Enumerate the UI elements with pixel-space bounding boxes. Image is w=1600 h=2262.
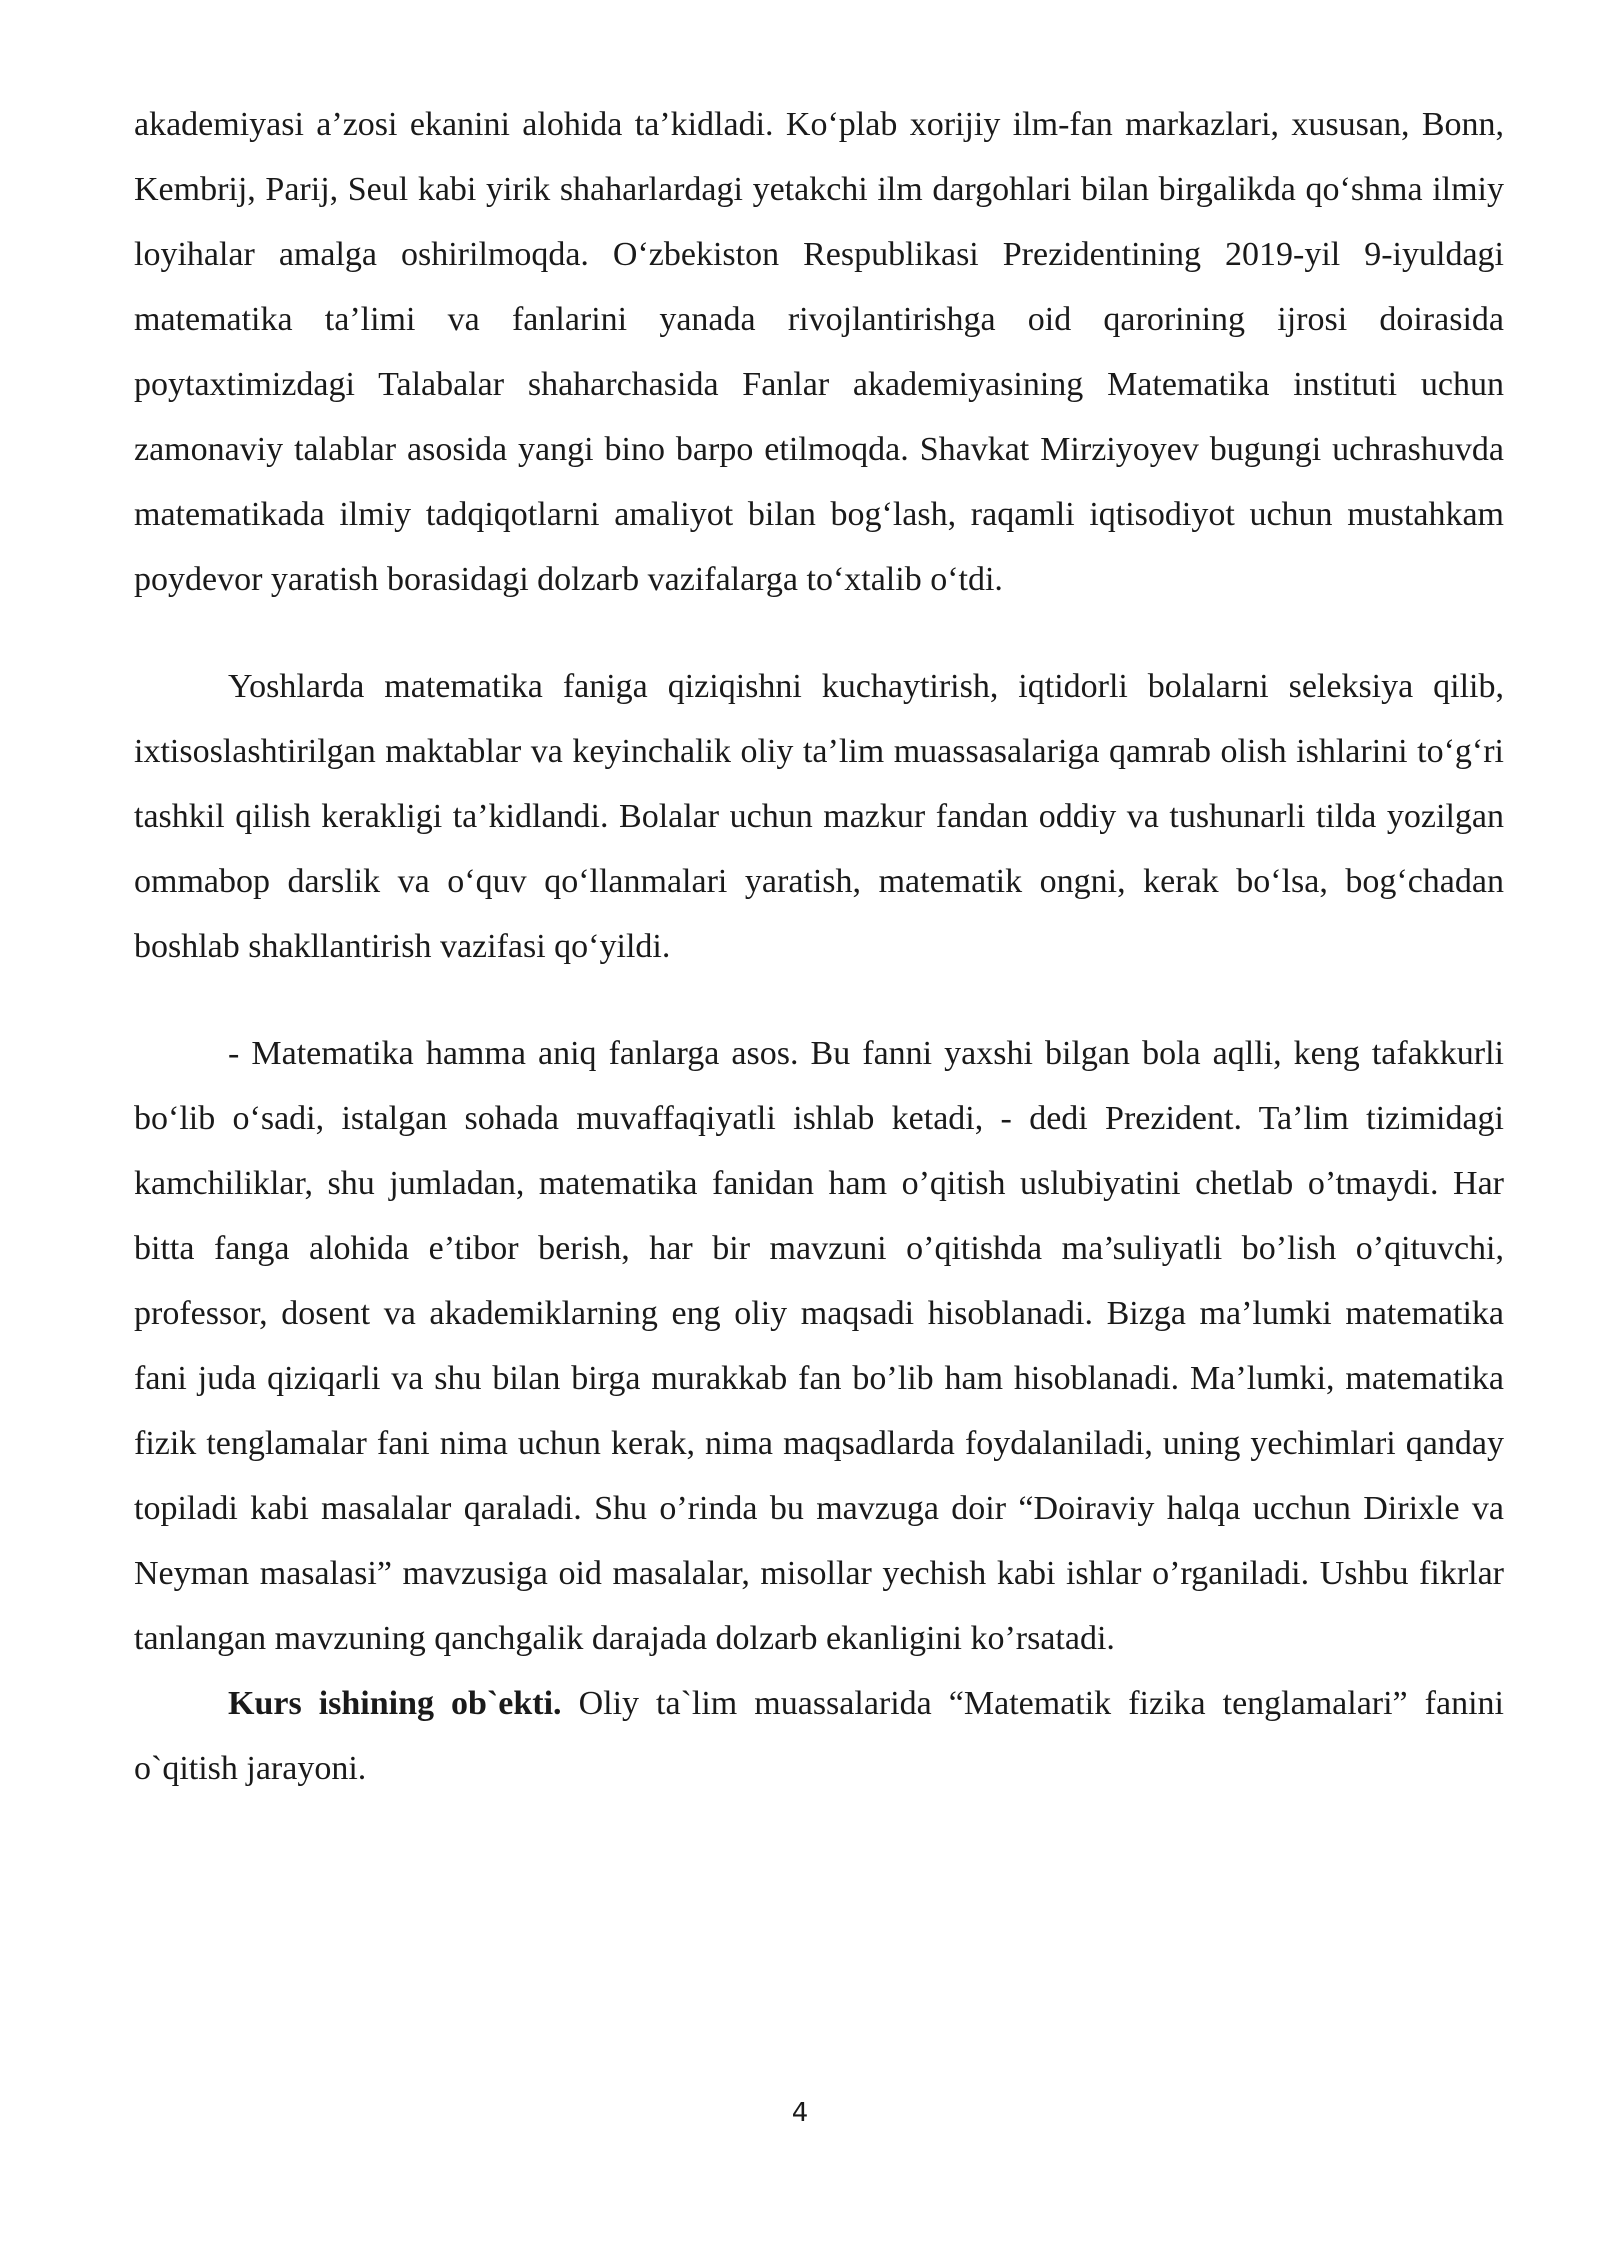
paragraph-1: akademiyasi a’zosi ekanini alohida ta’kidladi. Ko‘plab xorijiy ilm-fan markazlari, xususan, Bonn, Kembrij, Parij, Seul kabi yirik shaharlardagi yetakchi ilm dargohlari bilan birgalikda qo‘shma ilmiy loyihalar amalga oshirilmoqda. O‘zbekiston Respublikasi Prezidentining 2019-yil 9-iyuldagi matematika ta’limi va fanlarini yanada rivojlantirishga oid qarorining ijrosi doirasida poytaxtimizdagi Talabalar shaharchasida Fanlar akademiyasining Matematika instituti uchun zamonaviy talablar asosida yangi bino barpo etilmoqda. Shavkat Mirziyoyev bugungi uchrashuvda matematikada ilmiy tadqiqotlarni amaliyot bilan bog‘lash, raqamli iqtisodiyot uchun mustahkam poydevor yaratish borasidagi dolzarb vazifalarga to‘xtalib o‘tdi.: [134, 106, 1504, 598]
paragraph-3: - Matematika hamma aniq fanlarga asos. Bu fanni yaxshi bilgan bola aqlli, keng tafakkurli bo‘lib o‘sadi, istalgan sohada muvaffaqiyatli ishlab ketadi, - dedi Prezident. Ta’lim tizimidagi kamchiliklar, shu jumladan, matematika fanidan ham o’qitish uslubiyatini chetlab o’tmaydi. Har bitta fanga alohida e’tibor berish, har bir mavzuni o’qitishda ma’suliyatli bo’lish o’qituvchi, professor, dosent va akademiklarning eng oliy maqsadi hisoblanadi. Bizga ma’lumki matematika fani juda qiziqarli va shu bilan birga murakkab fan bo’lib ham hisoblanadi. Ma’lumki, matematika fizik tenglamalar fani nima uchun kerak, nima maqsadlarda foydalaniladi, uning yechimlari qanday topiladi kabi masalalar qaraladi. Shu o’rinda bu mavzuga doir “Doiraviy halqa ucchun Dirixle va Neyman masalasi” mavzusiga oid masalalar, misollar yechish kabi ishlar o’rganiladi. Ushbu fikrlar tanlangan mavzuning qanchgalik darajada dolzarb ekanligini ko’rsatadi.: [134, 1035, 1504, 1657]
paragraph-4: [134, 1671, 1504, 1801]
section-heading-inline: Kurs ishining ob`ekti.: [228, 1685, 562, 1722]
paragraph-4-text: Oliy ta`lim muassalarida “Matematik fizika tenglamalari” fanini o`qitish jarayoni.: [134, 1685, 1504, 1787]
paragraph-2: Yoshlarda matematika faniga qiziqishni kuchaytirish, iqtidorli bolalarni seleksiya qilib, ixtisoslashtirilgan maktablar va keyinchalik oliy ta’lim muassasalariga qamrab olish ishlarini to‘g‘ri tashkil qilish kerakligi ta’kidlandi. Bolalar uchun mazkur fandan oddiy va tushunarli tilda yozilgan ommabop darslik va o‘quv qo‘llanmalari yaratish, matematik ongni, kerak bo‘lsa, bog‘chadan boshlab shakllantirish vazifasi qo‘yildi.: [134, 668, 1504, 965]
body-text: [134, 92, 1504, 1801]
page-number: 4: [791, 2098, 809, 2128]
